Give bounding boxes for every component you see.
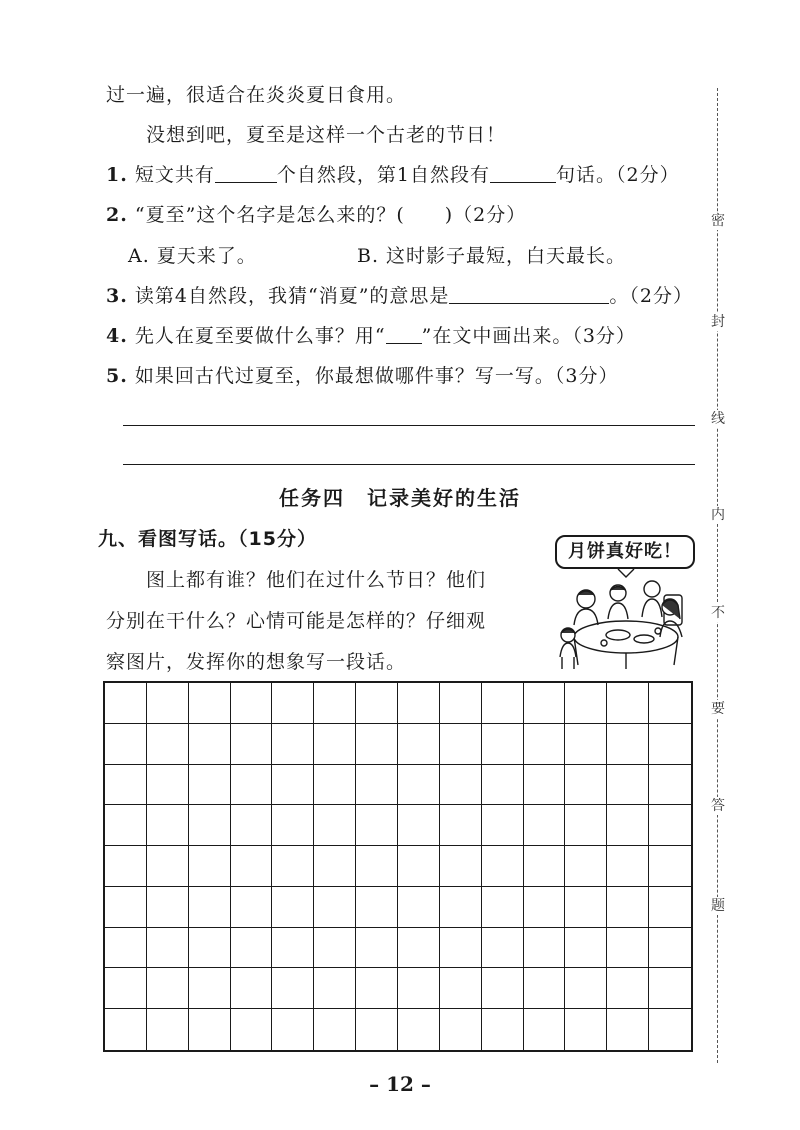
grid-cell[interactable] [398, 846, 440, 887]
question-text: “夏至”这个名字是怎么来的？( )（2分） [134, 204, 527, 226]
grid-cell[interactable] [105, 805, 147, 846]
margin-char: 线 [708, 410, 728, 428]
grid-cell[interactable] [607, 887, 649, 928]
grid-cell[interactable] [482, 968, 524, 1009]
grid-cell[interactable] [607, 846, 649, 887]
grid-cell[interactable] [272, 928, 314, 969]
grid-cell[interactable] [565, 1009, 607, 1050]
question-text: 如果回古代过夏至，你最想做哪件事？写一写。（3分） [134, 365, 619, 387]
margin-char: 答 [708, 797, 728, 815]
grid-cell[interactable] [272, 846, 314, 887]
grid-cell[interactable] [440, 1009, 482, 1050]
grid-cell[interactable] [189, 968, 231, 1009]
grid-cell[interactable] [231, 1009, 273, 1050]
underline-sample [386, 325, 422, 344]
grid-cell[interactable] [524, 1009, 566, 1050]
grid-cell[interactable] [565, 724, 607, 765]
question-text: 短文共有 [134, 164, 215, 186]
question-text: 先人在夏至要做什么事？用“ [134, 325, 386, 347]
question-number: 4. [106, 325, 128, 347]
grid-cell[interactable] [565, 968, 607, 1009]
question-5 [106, 361, 618, 388]
grid-cell[interactable] [105, 683, 147, 724]
answer-line-1[interactable] [123, 425, 695, 426]
grid-cell[interactable] [565, 683, 607, 724]
grid-cell[interactable] [147, 1009, 189, 1050]
grid-cell[interactable] [607, 928, 649, 969]
grid-cell[interactable] [314, 887, 356, 928]
grid-cell[interactable] [607, 765, 649, 806]
grid-cell[interactable] [356, 968, 398, 1009]
grid-cell[interactable] [440, 846, 482, 887]
grid-cell[interactable] [105, 1009, 147, 1050]
grid-cell[interactable] [524, 887, 566, 928]
grid-cell[interactable] [649, 887, 691, 928]
question-number: 3. [106, 285, 128, 307]
prompt-line-2: 分别在干什么？心情可能是怎样的？仔细观 [106, 610, 487, 632]
grid-cell[interactable] [314, 805, 356, 846]
grid-cell[interactable] [607, 724, 649, 765]
grid-cell[interactable] [649, 1009, 691, 1050]
grid-cell[interactable] [231, 683, 273, 724]
grid-cell[interactable] [272, 765, 314, 806]
grid-cell[interactable] [231, 765, 273, 806]
grid-cell[interactable] [440, 724, 482, 765]
grid-cell[interactable] [189, 887, 231, 928]
grid-cell[interactable] [314, 765, 356, 806]
grid-cell[interactable] [440, 887, 482, 928]
grid-cell[interactable] [398, 887, 440, 928]
grid-cell[interactable] [565, 846, 607, 887]
grid-cell[interactable] [314, 968, 356, 1009]
grid-cell[interactable] [189, 765, 231, 806]
grid-cell[interactable] [440, 683, 482, 724]
grid-cell[interactable] [231, 846, 273, 887]
grid-cell[interactable] [607, 683, 649, 724]
margin-char: 封 [708, 313, 728, 331]
grid-cell[interactable] [565, 805, 607, 846]
grid-cell[interactable] [440, 968, 482, 1009]
grid-cell[interactable] [231, 968, 273, 1009]
grid-cell[interactable] [565, 765, 607, 806]
section-9-heading: 九、看图写话。（15分） [98, 528, 317, 550]
grid-cell[interactable] [524, 765, 566, 806]
grid-cell[interactable] [272, 683, 314, 724]
grid-cell[interactable] [147, 968, 189, 1009]
grid-cell[interactable] [649, 928, 691, 969]
question-text: 句话。（2分） [556, 164, 680, 186]
question-4 [106, 321, 636, 348]
option-b[interactable]: B. 这时影子最短，白天最长。 [357, 245, 627, 267]
grid-cell[interactable] [356, 724, 398, 765]
grid-cell[interactable] [189, 683, 231, 724]
grid-cell[interactable] [189, 846, 231, 887]
grid-cell[interactable] [607, 968, 649, 1009]
grid-cell[interactable] [524, 724, 566, 765]
grid-cell[interactable] [398, 765, 440, 806]
writing-grid[interactable] [103, 681, 693, 1052]
grid-cell[interactable] [189, 724, 231, 765]
grid-cell[interactable] [440, 765, 482, 806]
margin-char: 密 [708, 212, 728, 230]
grid-cell[interactable] [524, 968, 566, 1009]
grid-cell[interactable] [189, 1009, 231, 1050]
question-number: 5. [106, 365, 128, 387]
grid-cell[interactable] [607, 1009, 649, 1050]
grid-cell[interactable] [356, 846, 398, 887]
grid-cell[interactable] [649, 683, 691, 724]
grid-cell[interactable] [524, 846, 566, 887]
grid-cell[interactable] [356, 887, 398, 928]
grid-cell[interactable] [105, 846, 147, 887]
grid-cell[interactable] [482, 887, 524, 928]
grid-cell[interactable] [356, 805, 398, 846]
grid-cell[interactable] [440, 805, 482, 846]
answer-blank[interactable] [449, 285, 609, 304]
grid-cell[interactable] [105, 765, 147, 806]
grid-cell[interactable] [231, 887, 273, 928]
grid-cell[interactable] [607, 805, 649, 846]
grid-cell[interactable] [189, 928, 231, 969]
grid-cell[interactable] [272, 887, 314, 928]
grid-cell[interactable] [272, 1009, 314, 1050]
passage-line-2: 没想到吧，夏至是这样一个古老的节日！ [146, 124, 507, 146]
grid-cell[interactable] [356, 765, 398, 806]
grid-cell[interactable] [147, 928, 189, 969]
grid-cell[interactable] [398, 805, 440, 846]
grid-cell[interactable] [482, 1009, 524, 1050]
question-2 [106, 200, 526, 227]
grid-cell[interactable] [105, 724, 147, 765]
grid-cell[interactable] [524, 928, 566, 969]
grid-cell[interactable] [231, 928, 273, 969]
question-number: 2. [106, 204, 128, 226]
grid-cell[interactable] [147, 846, 189, 887]
option-a[interactable]: A. 夏天来了。 [128, 245, 257, 267]
grid-cell[interactable] [649, 765, 691, 806]
page-number: – 12 – [369, 1072, 431, 1096]
grid-cell[interactable] [105, 928, 147, 969]
grid-cell[interactable] [189, 805, 231, 846]
margin-char: 要 [708, 700, 728, 718]
margin-char: 内 [708, 506, 728, 524]
grid-cell[interactable] [398, 928, 440, 969]
speech-bubble: 月饼真好吃！ [555, 535, 695, 569]
grid-cell[interactable] [482, 805, 524, 846]
grid-cell[interactable] [649, 805, 691, 846]
family-mooncake-illustration [548, 565, 698, 675]
grid-cell[interactable] [147, 724, 189, 765]
passage-line-1: 过一遍，很适合在炎炎夏日食用。 [106, 84, 407, 106]
grid-cell[interactable] [314, 928, 356, 969]
grid-cell[interactable] [482, 928, 524, 969]
section-title: 任务四 记录美好的生活 [279, 486, 521, 510]
grid-cell[interactable] [649, 724, 691, 765]
question-text: ”在文中画出来。（3分） [421, 325, 636, 347]
grid-cell[interactable] [565, 928, 607, 969]
grid-cell[interactable] [398, 968, 440, 1009]
grid-cell[interactable] [482, 724, 524, 765]
grid-cell[interactable] [105, 968, 147, 1009]
grid-cell[interactable] [398, 683, 440, 724]
grid-cell[interactable] [147, 765, 189, 806]
grid-cell[interactable] [398, 724, 440, 765]
answer-blank[interactable] [215, 164, 277, 183]
grid-cell[interactable] [565, 887, 607, 928]
question-1 [106, 160, 680, 187]
grid-cell[interactable] [356, 683, 398, 724]
grid-cell[interactable] [524, 805, 566, 846]
prompt-line-1: 图上都有谁？他们在过什么节日？他们 [146, 569, 487, 591]
grid-cell[interactable] [524, 683, 566, 724]
question-text: 读第4自然段，我猜“消夏”的意思是 [134, 285, 450, 307]
grid-cell[interactable] [314, 846, 356, 887]
grid-cell[interactable] [649, 968, 691, 1009]
grid-cell[interactable] [356, 928, 398, 969]
grid-cell[interactable] [231, 805, 273, 846]
grid-cell[interactable] [440, 928, 482, 969]
grid-cell[interactable] [482, 765, 524, 806]
grid-cell[interactable] [147, 887, 189, 928]
grid-cell[interactable] [649, 846, 691, 887]
grid-cell[interactable] [272, 968, 314, 1009]
grid-cell[interactable] [482, 846, 524, 887]
question-text: 个自然段，第1自然段有 [276, 164, 490, 186]
answer-line-2[interactable] [123, 464, 695, 465]
grid-cell[interactable] [272, 805, 314, 846]
grid-cell[interactable] [314, 683, 356, 724]
grid-cell[interactable] [147, 805, 189, 846]
grid-cell[interactable] [314, 724, 356, 765]
binding-line [717, 88, 718, 1063]
margin-char: 题 [708, 897, 728, 915]
grid-cell[interactable] [231, 724, 273, 765]
question-number: 1. [106, 164, 128, 186]
margin-char: 不 [708, 604, 728, 622]
grid-cell[interactable] [272, 724, 314, 765]
grid-cell[interactable] [356, 1009, 398, 1050]
question-3 [106, 281, 693, 308]
grid-cell[interactable] [147, 683, 189, 724]
grid-cell[interactable] [398, 1009, 440, 1050]
prompt-line-3: 察图片，发挥你的想象写一段话。 [106, 651, 407, 673]
grid-cell[interactable] [482, 683, 524, 724]
grid-cell[interactable] [105, 887, 147, 928]
grid-cell[interactable] [314, 1009, 356, 1050]
question-text: 。（2分） [609, 285, 694, 307]
answer-blank[interactable] [490, 164, 556, 183]
